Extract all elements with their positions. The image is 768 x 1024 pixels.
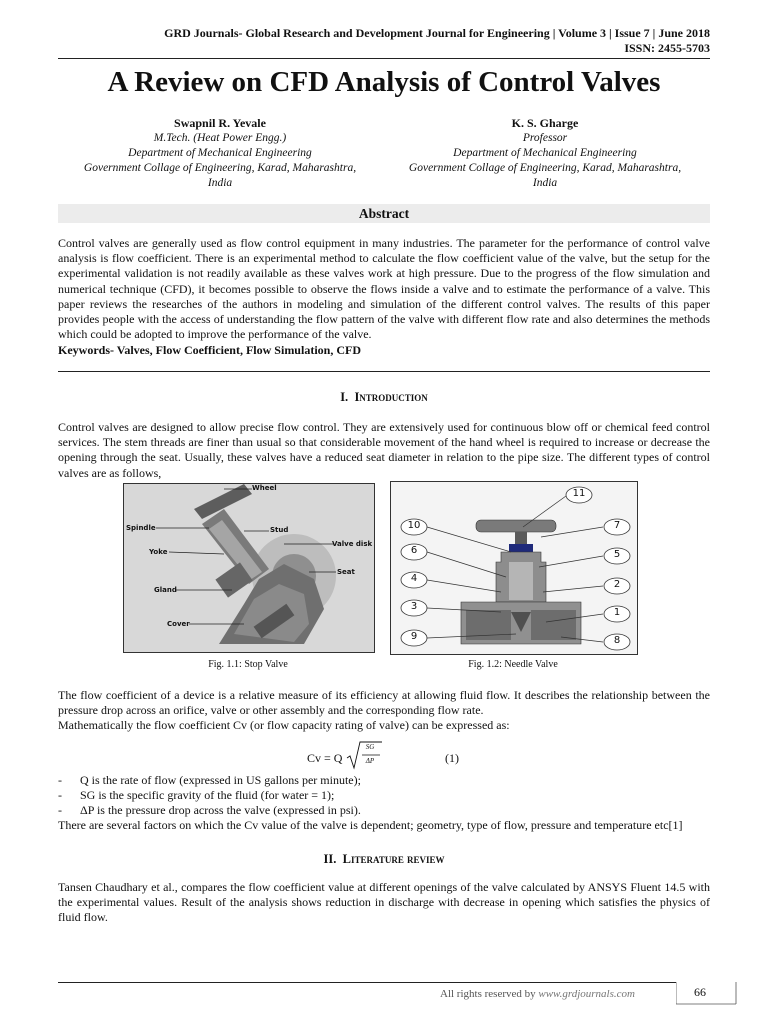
equation-number: (1) — [445, 751, 459, 765]
part-number-10: 10 — [407, 520, 421, 531]
label-spindle: Spindle — [126, 524, 156, 532]
section-number: I. — [340, 390, 349, 404]
figure-caption-needle-valve: Fig. 1.2: Needle Valve — [468, 659, 558, 670]
figure-caption-stop-valve: Fig. 1.1: Stop Valve — [208, 659, 288, 670]
part-number-6: 6 — [410, 545, 418, 556]
intro-paragraph: Control valves are designed to allow precise flow control. They are extensively used for continuous blow off or chemical feed control services. The stem threads are finer than usual so that considerable movement of the hand wheel is required to increase or decrease the opening through the seat. Usually, these valves have a reduced seat diameter in relation to the pipe size. The different types of control valves are as follows, — [58, 420, 710, 480]
equation-lhs: Cv = Q — [307, 751, 343, 765]
list-item — [58, 803, 710, 818]
label-stud: Stud — [270, 526, 289, 534]
abstract-rule — [58, 371, 710, 372]
list-item-text: ΔP is the pressure drop across the valve (expressed in psi). — [80, 803, 361, 817]
author-role: Professor — [522, 132, 568, 144]
label-gland: Gland — [154, 586, 177, 594]
bullet-dash: - — [58, 803, 62, 817]
label-yoke: Yoke — [149, 548, 168, 556]
author-role: M.Tech. (Heat Power Engg.) — [153, 132, 287, 144]
cv-expression-paragraph: Mathematically the flow coefficient Cv (or flow capacity rating of valve) can be expressed as: — [58, 718, 510, 732]
label-seat: Seat — [337, 568, 355, 576]
author-block-1 — [55, 116, 385, 191]
equation-sg: SG — [365, 743, 375, 751]
part-number-1: 1 — [613, 607, 621, 618]
author-inst: Government Collage of Engineering, Karad, Maharashtra, — [408, 162, 682, 174]
list-item — [58, 773, 710, 788]
label-cover: Cover — [167, 620, 190, 628]
footer-rights-text: All rights reserved by — [440, 988, 536, 1000]
abstract-heading: Abstract — [58, 204, 710, 223]
footer-rights — [440, 988, 635, 1000]
list-item-text: Q is the rate of flow (expressed in US gallons per minute); — [80, 773, 361, 787]
author-block-2 — [380, 116, 710, 191]
page-number: 66 — [694, 985, 706, 999]
flow-coefficient-paragraph: The flow coefficient of a device is a relative measure of its efficiency at allowing fluid flow. It describes the relationship between the pressure drop across an orifice, valve or other assembly and the corresponding flow rate. — [58, 688, 710, 718]
cv-factors-paragraph: There are several factors on which the Cv value of the valve is dependent; geometry, type of flow, pressure and temperature etc[1] — [58, 818, 683, 832]
keywords: Keywords- Valves, Flow Coefficient, Flow Simulation, CFD — [58, 343, 361, 357]
part-number-11: 11 — [572, 488, 586, 499]
paper-title: A Review on CFD Analysis of Control Valves — [107, 66, 661, 98]
part-number-2: 2 — [613, 579, 621, 590]
part-number-5: 5 — [613, 549, 621, 560]
abstract-body: Control valves are generally used as flow control equipment in many industries. The parameter for the performance of control valve analysis is flow coefficient. There is an experimental method to calculate the flow coefficient value of the valve, but the setup for the experimental validation is not readily available as these valves work at high pressure. Due to the progress of the flow simulation and numerical technique (CFD), it becomes possible to observe the flows inside a valve and to estimate the performance of a valve. This paper reviews the researches of the authors in modeling and simulation of the different control valves. The results of this paper provides people with the access of understanding the flow pattern of the valve with different flow rate and also determines the methods which could be adopted to improve the performance of the valve. — [58, 236, 710, 342]
section-title: Literature review — [342, 852, 445, 866]
list-item-text: SG is the specific gravity of the fluid (for water = 1); — [80, 788, 335, 802]
footer-rule — [58, 982, 676, 983]
author-country: India — [532, 177, 558, 189]
issn-header: ISSN: 2455-5703 — [624, 41, 710, 55]
section-title: Introduction — [354, 390, 428, 404]
needle-valve-figure — [390, 481, 638, 655]
author-name: Swapnil R. Yevale — [174, 116, 266, 130]
equation-dp: ΔP — [365, 757, 375, 765]
author-country: India — [207, 177, 233, 189]
section-number: II. — [323, 852, 337, 866]
list-item — [58, 788, 710, 803]
part-number-9: 9 — [410, 631, 418, 642]
part-number-4: 4 — [410, 573, 418, 584]
section-heading-introduction — [0, 390, 768, 405]
header-rule — [58, 58, 710, 59]
part-number-8: 8 — [613, 635, 621, 646]
author-name: K. S. Gharge — [511, 116, 579, 130]
author-inst: Government Collage of Engineering, Karad, Maharashtra, — [83, 162, 357, 174]
literature-paragraph: Tansen Chaudhary et al., compares the flow coefficient value at different openings of the valve calculated by ANSYS Fluent 14.5 with the experimental values. Result of the analysis shows reduction in discharge with decrease in opening which satisfies the physics of fluid flow. — [58, 880, 710, 925]
bullet-dash: - — [58, 788, 62, 802]
label-valve-disk: Valve disk — [332, 540, 373, 548]
bullet-dash: - — [58, 773, 62, 787]
section-heading-literature-review — [0, 852, 768, 867]
needle-valve-drawing — [391, 482, 637, 654]
stop-valve-figure — [123, 483, 375, 653]
footer-site-link[interactable]: www.grdjournals.com — [538, 988, 635, 1000]
author-dept: Department of Mechanical Engineering — [453, 147, 637, 159]
part-number-7: 7 — [613, 520, 621, 531]
part-number-3: 3 — [410, 601, 418, 612]
label-wheel: Wheel — [252, 484, 277, 492]
author-dept: Department of Mechanical Engineering — [128, 147, 312, 159]
page-number-bracket — [676, 978, 740, 1008]
journal-header: GRD Journals- Global Research and Development Journal for Engineering | Volume 3 | Issue 7 | June 2018 — [164, 26, 710, 40]
